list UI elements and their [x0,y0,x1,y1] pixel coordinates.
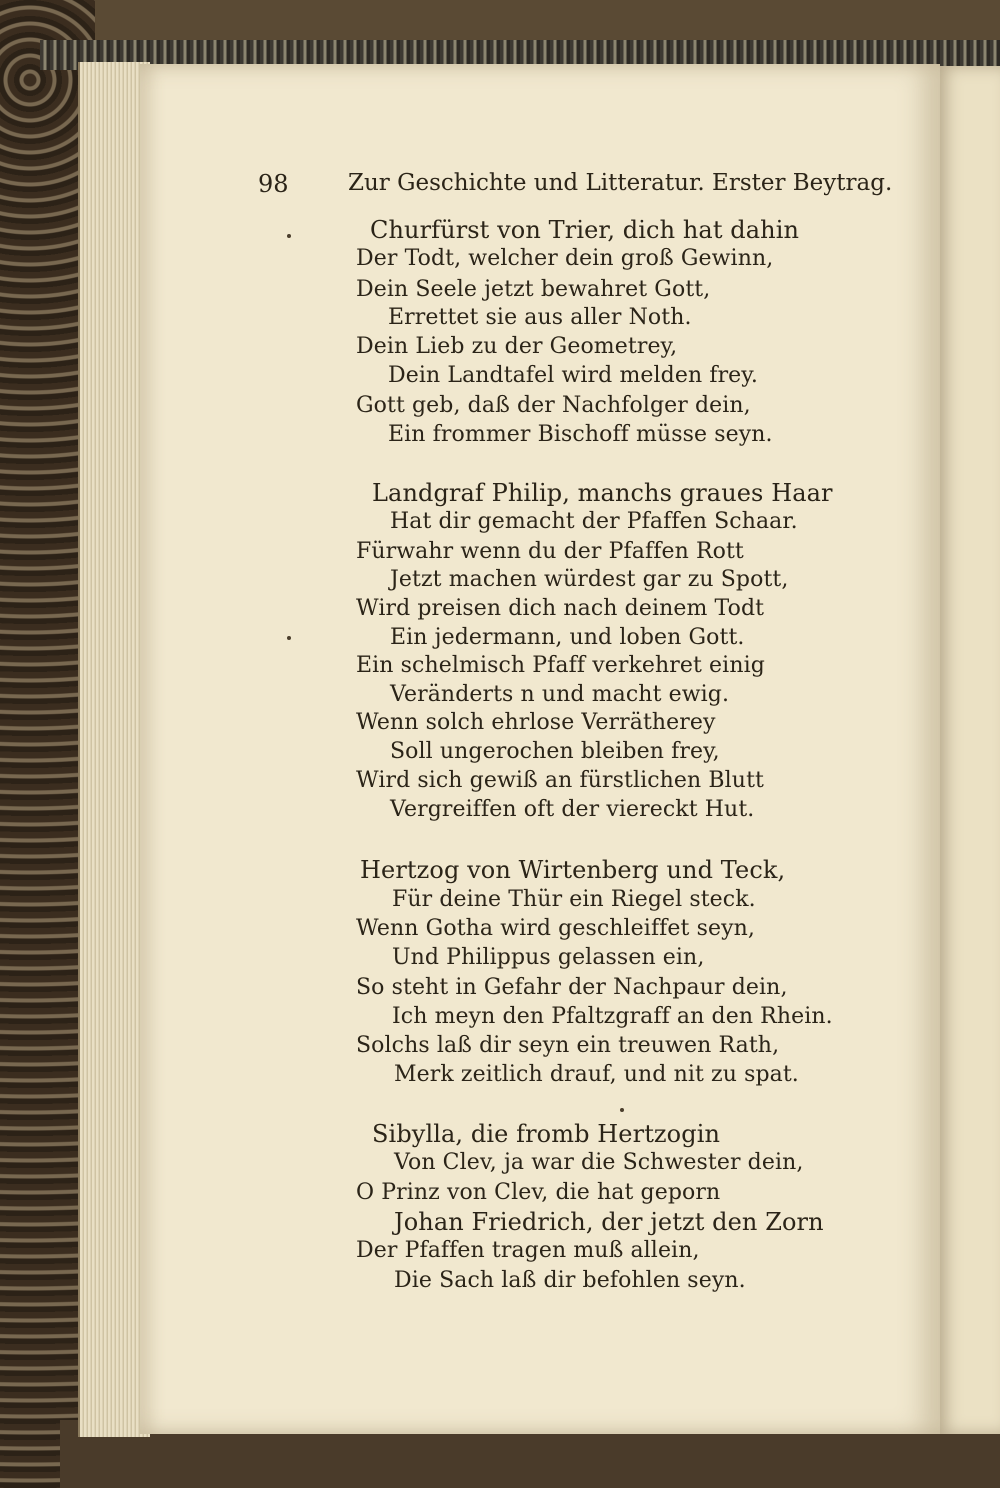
verse-line: Ich meyn den Pfaltzgraff an den Rhein. [392,1004,833,1029]
facing-page-edge [936,66,1000,1434]
verse-line: Churfürst von Trier, dich hat dahin [370,216,800,244]
verse-line: Ein frommer Bischoff müsse seyn. [388,422,773,447]
running-title: Zur Geschichte und Litteratur. Erster Beytrag. [348,170,893,196]
verse-line: Veränderts n und macht ewig. [390,682,730,707]
verse-line: Errettet sie aus aller Noth. [388,305,692,330]
verse-line: Landgraf Philip, manchs graues Haar [372,479,833,507]
verse-line: Ein jedermann, und loben Gott. [390,625,745,650]
page-number: 98 [258,170,289,198]
verse-line: Solchs laß dir seyn ein treuwen Rath, [356,1033,780,1058]
verse-line: Ein schelmisch Pfaff verkehret einig [356,653,765,678]
verse-line: Wenn solch ehrlose Verrätherey [356,710,716,735]
verse-line: Von Clev, ja war die Schwester dein, [394,1150,804,1175]
ink-speck [620,1108,624,1112]
verse-line: Johan Friedrich, der jetzt den Zorn [394,1208,824,1236]
verse-line: Wird sich gewiß an fürstlichen Blutt [356,768,764,793]
verse-line: Dein Seele jetzt bewahret Gott, [356,277,711,302]
verse-line: Sibylla, die fromb Hertzogin [372,1120,721,1148]
verse-line: Dein Lieb zu der Geometrey, [356,334,678,359]
verse-line: Wird preisen dich nach deinem Todt [356,596,765,621]
verse-line: Vergreiffen oft der viereckt Hut. [390,797,755,822]
verse-line: Hertzog von Wirtenberg und Teck, [360,856,786,884]
verse-line: Wenn Gotha wird geschleiffet seyn, [356,916,755,941]
ink-speck [287,636,291,640]
verse-line: Hat dir gemacht der Pfaffen Schaar. [390,509,798,534]
verse-line: Der Pfaffen tragen muß allein, [356,1238,700,1263]
verse-line: Die Sach laß dir befohlen seyn. [394,1268,746,1293]
verse-line: So steht in Gefahr der Nachpaur dein, [356,975,788,1000]
verse-line: Für deine Thür ein Riegel steck. [392,887,756,912]
verse-line: Soll ungerochen bleiben frey, [390,739,720,764]
verse-line: O Prinz von Clev, die hat geporn [356,1180,721,1205]
verse-line: Merk zeitlich drauf, und nit zu spat. [394,1062,799,1087]
verse-line: Und Philippus gelassen ein, [392,945,705,970]
verse-line: Jetzt machen würdest gar zu Spott, [390,567,789,592]
page-header [258,170,893,206]
verse-line: Der Todt, welcher dein groß Gewinn, [356,246,774,271]
ink-speck [287,234,291,238]
verse-line: Dein Landtafel wird melden frey. [388,363,759,388]
verse-line: Gott geb, daß der Nachfolger dein, [356,393,751,418]
verse-line: Fürwahr wenn du der Pfaffen Rott [356,539,744,564]
